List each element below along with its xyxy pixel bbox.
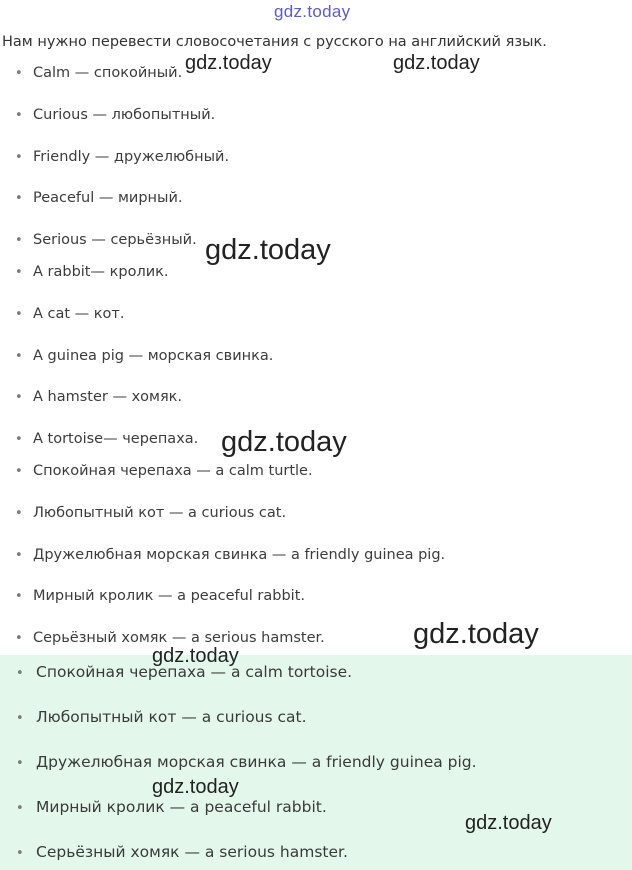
list-item: • A tortoise— черепаха. bbox=[15, 431, 198, 447]
list-item: • A cat — кот. bbox=[15, 306, 124, 322]
list-item: • Serious — серьёзный. bbox=[15, 232, 197, 248]
list-item: • A hamster — хомяк. bbox=[15, 389, 182, 405]
list-item: • Мирный кролик — a peaceful rabbit. bbox=[15, 588, 305, 604]
list-item: • Серьёзный хомяк — a serious hamster. bbox=[15, 630, 325, 646]
watermark: gdz.today bbox=[465, 812, 552, 834]
watermark: gdz.today bbox=[393, 52, 480, 74]
watermark: gdz.today bbox=[205, 234, 331, 266]
watermark: gdz.today bbox=[152, 776, 239, 798]
list-item: • Curious — любопытный. bbox=[15, 107, 215, 123]
watermark: gdz.today bbox=[221, 426, 347, 458]
answer-item: • Мирный кролик — a peaceful rabbit. bbox=[16, 798, 327, 816]
list-item: • A rabbit— кролик. bbox=[15, 264, 169, 280]
site-logo[interactable]: gdz.today bbox=[274, 2, 351, 21]
list-item: • Peaceful — мирный. bbox=[15, 190, 183, 206]
watermark: gdz.today bbox=[185, 52, 272, 74]
task-intro: Нам нужно перевести словосочетания с русского на английский язык. bbox=[2, 34, 547, 50]
list-item: • Friendly — дружелюбный. bbox=[15, 149, 229, 165]
watermark: gdz.today bbox=[413, 618, 539, 650]
list-item: • Спокойная черепаха — a calm turtle. bbox=[15, 463, 313, 479]
answer-item: • Серьёзный хомяк — a serious hamster. bbox=[16, 843, 348, 861]
list-item: • A guinea pig — морская свинка. bbox=[15, 348, 273, 364]
answer-item: • Любопытный кот — a curious cat. bbox=[16, 708, 307, 726]
list-item: • Calm — спокойный. bbox=[15, 65, 182, 81]
list-item: • Любопытный кот — a curious cat. bbox=[15, 505, 286, 521]
answer-block bbox=[0, 655, 632, 870]
answer-item: • Спокойная черепаха — a calm tortoise. bbox=[16, 663, 352, 681]
watermark: gdz.today bbox=[152, 645, 239, 667]
list-item: • Дружелюбная морская свинка — a friendly guinea pig. bbox=[15, 547, 445, 563]
answer-item: • Дружелюбная морская свинка — a friendly guinea pig. bbox=[16, 753, 477, 771]
